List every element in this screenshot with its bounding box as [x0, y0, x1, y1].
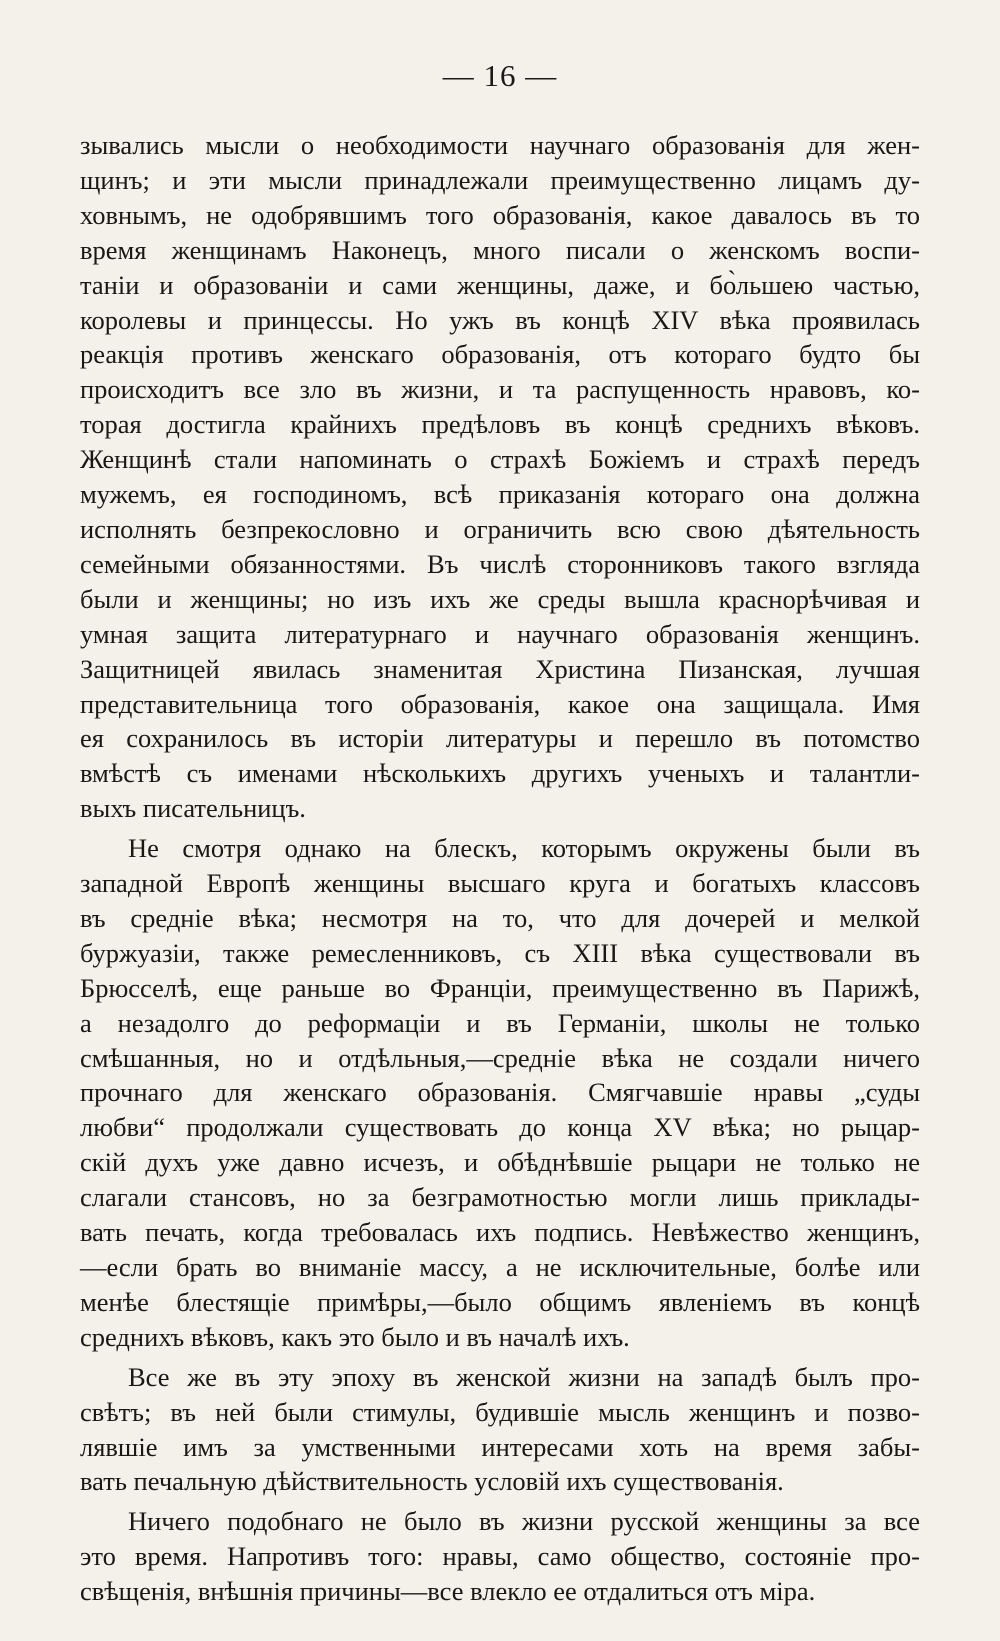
- paragraph-4: [80, 1504, 920, 1609]
- text-line: щинъ; и эти мысли принадлежали преимущественно лицамъ ду-: [80, 164, 920, 195]
- text-line: это время. Напротивъ того: нравы, само общество, состояніе про-: [80, 1541, 920, 1572]
- text-line: ховнымъ, не одобрявшимъ того образованія, какое давалось въ то: [80, 199, 920, 230]
- text-line: вать печальную дѣйствительность условій ихъ существованія.: [80, 1466, 784, 1497]
- text-line: —если брать во вниманіе массу, а не исключительные, болѣе или: [80, 1252, 920, 1282]
- text-line: Не смотря однако на блескъ, которымъ окружены были въ: [128, 833, 920, 864]
- paragraph-1: [80, 128, 920, 826]
- text-line: Защитницей явилась знаменитая Христина Пизанская, лучшая: [80, 653, 920, 684]
- text-line: семейными обязанностями. Въ числѣ сторонниковъ такого взгляда: [80, 548, 920, 579]
- text-line: королевы и принцессы. Но ужъ въ концѣ XIV вѣка проявилась: [80, 304, 920, 335]
- text-line: Женщинѣ стали напоминать о страхѣ Божіемъ и страхѣ передъ: [80, 444, 920, 475]
- text-line: происходитъ все зло въ жизни, и та распущенность нравовъ, ко-: [80, 374, 920, 405]
- text-line: смѣшанныя, но и отдѣльныя,—средніе вѣка не создали ничего: [80, 1042, 920, 1073]
- text-line: выхъ писательницъ.: [80, 793, 306, 824]
- text-line: лявшіе имъ за умственными интересами хоть на время забы-: [80, 1431, 920, 1462]
- text-line: скій духъ уже давно исчезъ, и обѣднѣвшіе рыцари не только не: [80, 1147, 920, 1178]
- body-text: [80, 128, 920, 1609]
- text-line: время женщинамъ Наконецъ, много писали о женскомъ воспи-: [80, 234, 920, 265]
- text-line: прочнаго для женскаго образованія. Смягчавшіе нравы „суды: [80, 1077, 920, 1108]
- text-line: буржуазіи, также ремесленниковъ, съ XIII вѣка существовали въ: [80, 937, 920, 968]
- text-line: представительница того образованія, какое она защищала. Имя: [80, 688, 920, 719]
- text-line: Ничего подобнаго не было въ жизни русской женщины за все: [128, 1506, 920, 1537]
- text-line: Все же въ эту эпоху въ женской жизни на западѣ былъ про-: [128, 1361, 920, 1392]
- text-line: зывались мысли о необходимости научнаго образованія для жен-: [80, 130, 920, 160]
- text-line: вмѣстѣ съ именами нѣсколькихъ другихъ ученыхъ и талантли-: [80, 758, 920, 789]
- text-line: торая достигла крайнихъ предѣловъ въ концѣ среднихъ вѣковъ.: [80, 409, 920, 440]
- text-line: а незадолго до реформаціи и въ Германіи, школы не только: [80, 1007, 920, 1038]
- text-line: западной Европѣ женщины высшаго круга и богатыхъ классовъ: [80, 868, 920, 899]
- text-line: исполнять безпрекословно и ограничить всю свою дѣятельность: [80, 513, 920, 544]
- text-line: свѣщенія, внѣшнія причины—все влекло ее отдалиться отъ міра.: [80, 1576, 816, 1607]
- text-line: слагали стансовъ, но за безграмотностью могли лишь приклады-: [80, 1182, 920, 1213]
- text-line: свѣтъ; въ ней были стимулы, будившіе мысль женщинъ и позво-: [80, 1396, 920, 1427]
- text-line: въ средніе вѣка; несмотря на то, что для дочерей и мелкой: [80, 902, 920, 933]
- text-line: менѣе блестящіе примѣры,—было общимъ явленіемъ въ концѣ: [80, 1286, 920, 1317]
- text-line: Брюсселѣ, еще раньше во Франціи, преимущественно въ Парижѣ,: [80, 972, 920, 1003]
- page-number: — 16 —: [442, 58, 558, 93]
- text-line: таніи и образованіи и сами женщины, даже, и бо̀льшею частью,: [80, 269, 920, 300]
- text-line: ея сохранилось въ исторіи литературы и перешло въ потомство: [80, 723, 920, 754]
- paragraph-2: [80, 831, 920, 1355]
- text-line: любви“ продолжали существовать до конца XV вѣка; но рыцар-: [80, 1112, 920, 1143]
- text-line: реакція противъ женскаго образованія, отъ котораго будто бы: [80, 339, 920, 370]
- text-line: умная защита литературнаго и научнаго образованія женщинъ.: [80, 618, 920, 649]
- text-line: были и женщины; но изъ ихъ же среды вышла краснорѣчивая и: [80, 583, 920, 614]
- paragraph-3: [80, 1360, 920, 1500]
- text-line: мужемъ, ея господиномъ, всѣ приказанія котораго она должна: [80, 479, 920, 510]
- text-line: среднихъ вѣковъ, какъ это было и въ началѣ ихъ.: [80, 1321, 630, 1352]
- text-line: вать печать, когда требовалась ихъ подпись. Невѣжество женщинъ,: [80, 1217, 920, 1248]
